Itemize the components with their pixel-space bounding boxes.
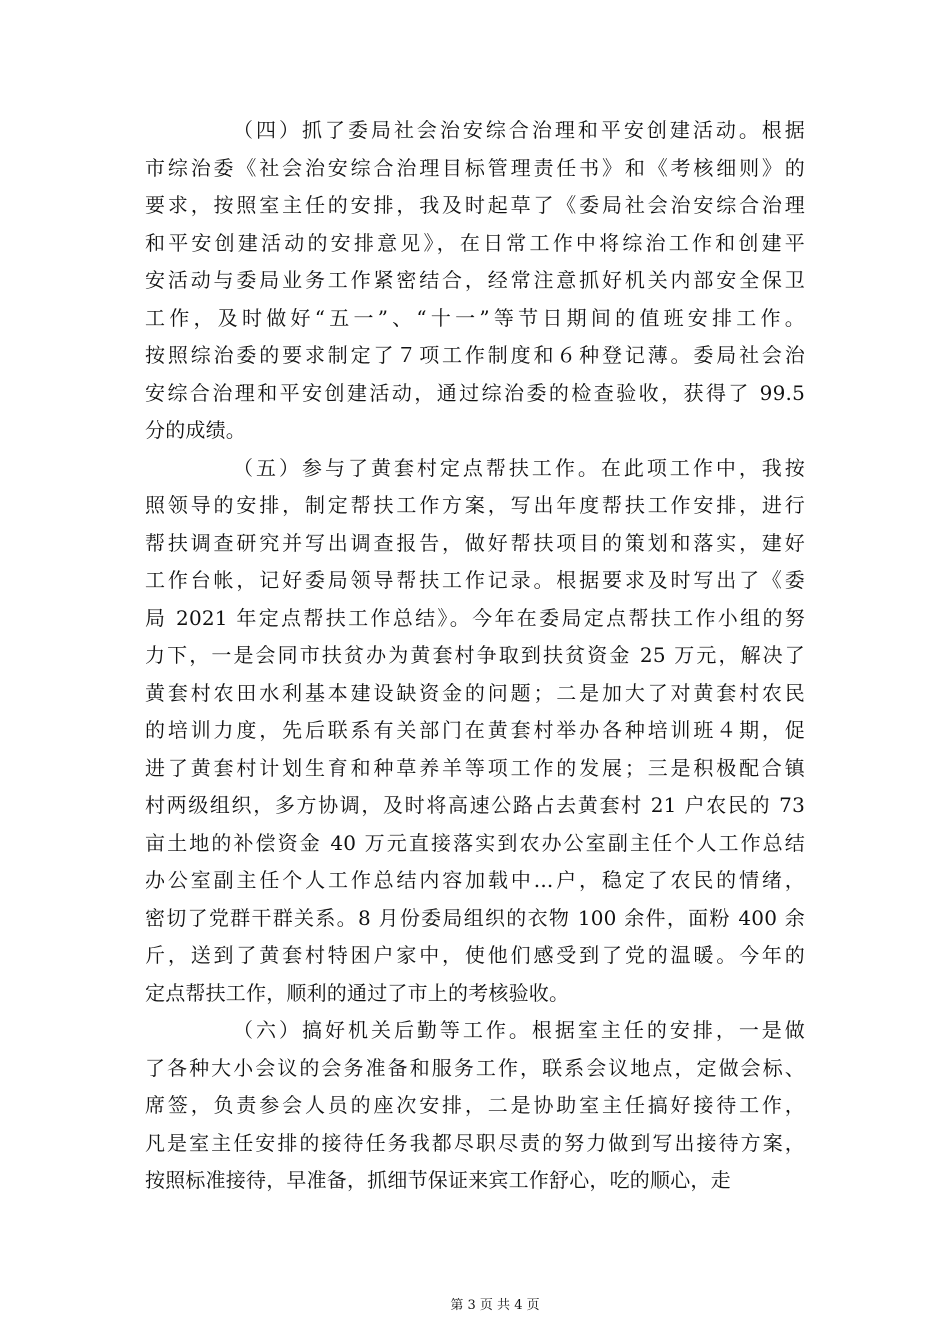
paragraph-line: 安综合治理和平安创建活动，通过综治委的检查验收，获得了 99.5 bbox=[145, 380, 805, 405]
paragraph-line: 和平安创建活动的安排意见》，在日常工作中将综治工作和创建平 bbox=[145, 230, 805, 255]
paragraph-line: 了各种大小会议的会务准备和服务工作，联系会议地点，定做会标、 bbox=[145, 1055, 805, 1080]
paragraph-line: 照领导的安排，制定帮扶工作方案，写出年度帮扶工作安排，进行 bbox=[145, 493, 805, 517]
paragraph-line: （五）参与了黄套村定点帮扶工作。在此项工作中，我按 bbox=[233, 455, 805, 480]
paragraph bbox=[145, 450, 805, 1013]
paragraph-line: （四）抓了委局社会治安综合治理和平安创建活动。根据 bbox=[233, 118, 805, 142]
paragraph-line: 的培训力度，先后联系有关部门在黄套村举办各种培训班４期，促 bbox=[145, 718, 805, 742]
paragraph-line: 村两级组织，多方协调，及时将高速公路占去黄套村 21 户农民的 73 bbox=[145, 793, 805, 817]
paragraph-line: 工作台帐，记好委局领导帮扶工作记录。根据要求及时写出了《委 bbox=[145, 568, 805, 592]
paragraph-line: 按照标准接待，早准备，抓细节保证来宾工作舒心，吃的顺心，走 bbox=[145, 1168, 731, 1192]
paragraph-line: 安活动与委局业务工作紧密结合，经常注意抓好机关内部安全保卫 bbox=[145, 268, 805, 292]
paragraph-line: 帮扶调查研究并写出调查报告，做好帮扶项目的策划和落实，建好 bbox=[145, 530, 805, 555]
paragraph-line: 要求，按照室主任的安排，我及时起草了《委局社会治安综合治理 bbox=[145, 193, 805, 217]
paragraph-line: 按照综治委的要求制定了７项工作制度和６种登记薄。委局社会治 bbox=[145, 343, 805, 367]
paragraph-line: （六）搞好机关后勤等工作。根据室主任的安排，一是做 bbox=[233, 1018, 805, 1042]
paragraph-line: 席签，负责参会人员的座次安排，二是协助室主任搞好接待工作， bbox=[145, 1093, 805, 1117]
page-footer: 第 3 页 共 4 页 bbox=[450, 1298, 540, 1313]
paragraph-line: 办公室副主任个人工作总结内容加载中...户，稳定了农民的情绪， bbox=[145, 868, 805, 892]
paragraph-line: 斤，送到了黄套村特困户家中，使他们感受到了党的温暖。今年的 bbox=[145, 943, 805, 967]
paragraph-line: 力下，一是会同市扶贫办为黄套村争取到扶贫资金 25 万元，解决了 bbox=[145, 643, 805, 667]
paragraph-line: 定点帮扶工作，顺利的通过了市上的考核验收。 bbox=[145, 980, 570, 1005]
paragraph-line: 进了黄套村计划生育和种草养羊等项工作的发展；三是积极配合镇 bbox=[145, 755, 805, 780]
paragraph-line: 凡是室主任安排的接待任务我都尽职尽责的努力做到写出接待方案， bbox=[145, 1130, 805, 1155]
paragraph-line: 密切了党群干群关系。8 月份委局组织的衣物 100 余件，面粉 400 余 bbox=[145, 905, 805, 930]
paragraph-line: 黄套村农田水利基本建设缺资金的问题；二是加大了对黄套村农民 bbox=[145, 680, 805, 705]
paragraph-line: 亩土地的补偿资金 40 万元直接落实到农办公室副主任个人工作总结 bbox=[145, 830, 805, 855]
paragraph bbox=[145, 112, 805, 450]
paragraph-line: 市综治委《社会治安综合治理目标管理责任书》和《考核细则》的 bbox=[145, 155, 805, 180]
paragraph-line: 分的成绩。 bbox=[145, 418, 246, 442]
paragraph-line: 局 2021 年定点帮扶工作总结》。今年在委局定点帮扶工作小组的努 bbox=[145, 605, 805, 630]
document-body bbox=[145, 112, 805, 1200]
paragraph bbox=[145, 1012, 805, 1200]
paragraph-line: 工作，及时做好“五一”、“十一”等节日期间的值班安排工作。 bbox=[145, 305, 805, 330]
